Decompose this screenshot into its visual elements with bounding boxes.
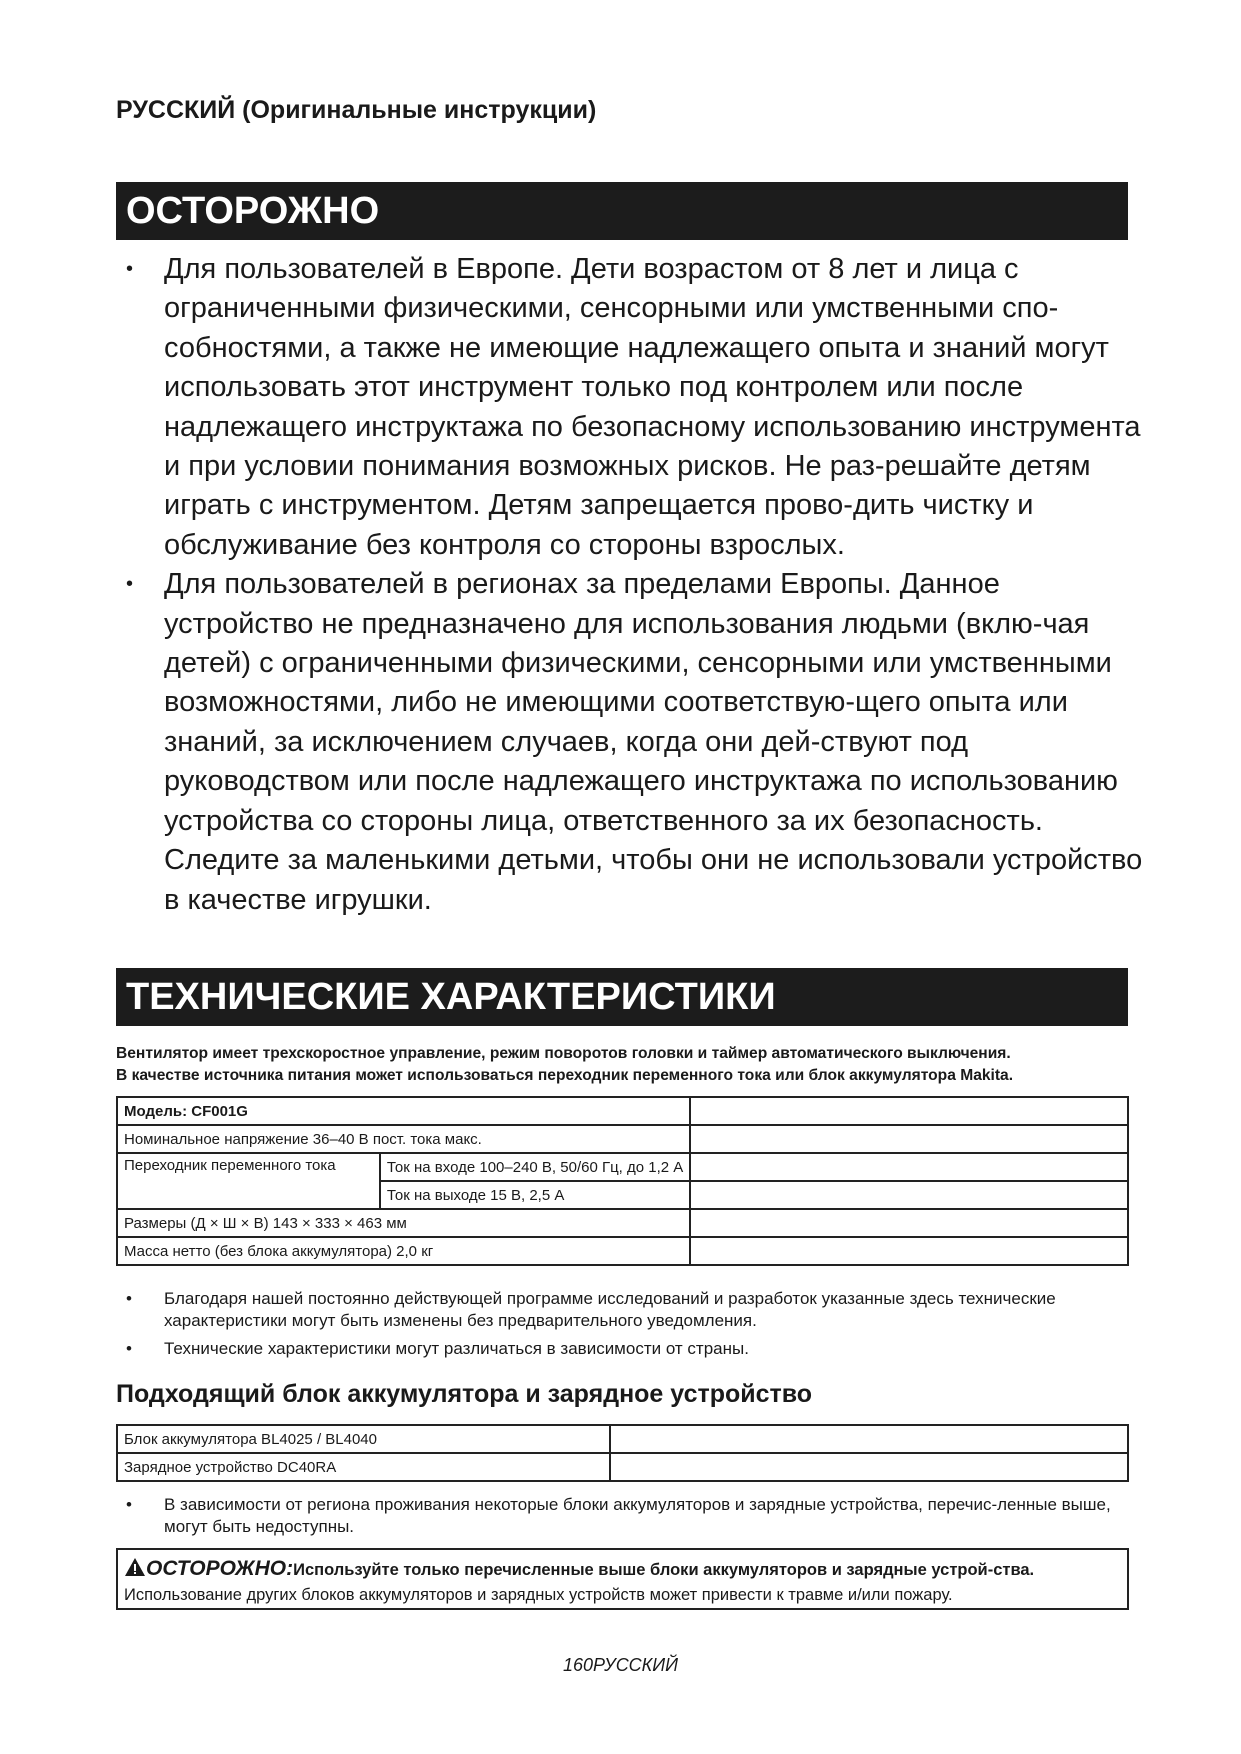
specs-section-title: ТЕХНИЧЕСКИЕ ХАРАКТЕРИСТИКИ — [116, 968, 1128, 1026]
empty-cell — [690, 1181, 1128, 1209]
ac-adapter-cell: Переходник переменного тока — [117, 1153, 380, 1209]
list-item — [116, 1338, 1136, 1360]
table-row — [117, 1453, 1128, 1481]
empty-cell — [690, 1153, 1128, 1181]
table-row — [117, 1097, 1128, 1125]
table-row — [117, 1125, 1128, 1153]
output-current-cell: Ток на выходе 15 В, 2,5 А — [380, 1181, 690, 1209]
battery-notes — [116, 1494, 1136, 1544]
list-item — [116, 1288, 1136, 1332]
bullet: • — [126, 573, 134, 596]
caution-list — [116, 250, 1146, 920]
table-row — [117, 1209, 1128, 1237]
empty-cell — [610, 1453, 1128, 1481]
specs-intro — [116, 1043, 1146, 1087]
caution-item-text: Для пользователей в регионах за пределами Европы. Данное устройство не предназначено для использования людьми (вклю-чая детей) с ограниченными физическими, сенсорными или умственными возможностями, либо не имеющими соответствую-щего опыта или знаний, за исключением случаев, когда они дей-ствуют под руководством или после надлежащего инструктажа по использованию устройства со стороны лица, ответственного за их безопасность. Следите за маленькими детьми, чтобы они не использовали устройство в качестве игрушки. — [164, 568, 1143, 916]
note-text: В зависимости от региона проживания некоторые блоки аккумуляторов и зарядные устройства, перечис-ленные выше, могут быть недоступны. — [164, 1495, 1111, 1536]
warning-triangle-icon — [124, 1557, 146, 1584]
battery-caution-box — [116, 1548, 1129, 1610]
empty-cell — [690, 1097, 1128, 1125]
note-text: Благодаря нашей постоянно действующей программе исследований и разработок указанные здесь технические характеристики могут быть изменены без предварительного уведомления. — [164, 1289, 1056, 1330]
caution-item-text: Для пользователей в Европе. Дети возрастом от 8 лет и лица с ограниченными физическими, сенсорными или умственными спо-собностями, а также не имеющие надлежащего опыта и знаний могут использовать этот инструмент только под контролем или после надлежащего инструктажа по безопасному использованию инструмента и при условии понимания возможных рисков. Не раз-решайте детям играть с инструментом. Детям запрещается прово-дить чистку и обслуживание без контроля со стороны взрослых. — [164, 253, 1141, 561]
battery-cell: Блок аккумулятора BL4025 / BL4040 — [117, 1425, 610, 1453]
rated-voltage-cell: Номинальное напряжение 36–40 В пост. тока макс. — [117, 1125, 690, 1153]
empty-cell — [690, 1237, 1128, 1265]
caution-section-title: ОСТОРОЖНО — [116, 182, 1128, 240]
language-title: РУССКИЙ (Оригинальные инструкции) — [116, 96, 597, 124]
table-row — [117, 1237, 1128, 1265]
caution-label: ОСТОРОЖНО: — [146, 1557, 294, 1580]
empty-cell — [610, 1425, 1128, 1453]
battery-table — [116, 1424, 1129, 1482]
caution-item — [116, 250, 1146, 565]
bullet: • — [126, 1495, 132, 1514]
battery-section-title: Подходящий блок аккумулятора и зарядное устройство — [116, 1380, 813, 1408]
empty-cell — [690, 1125, 1128, 1153]
bullet: • — [126, 258, 134, 280]
caution-item — [116, 565, 1146, 920]
specs-notes — [116, 1288, 1136, 1366]
dimensions-cell: Размеры (Д × Ш × В) 143 × 333 × 463 мм — [117, 1209, 690, 1237]
model-cell: Модель: CF001G — [117, 1097, 690, 1125]
page-footer: 160РУССКИЙ — [562, 1655, 679, 1675]
net-weight-cell: Масса нетто (без блока аккумулятора) 2,0 кг — [117, 1237, 690, 1265]
specs-intro-line: В качестве источника питания может использоваться переходник переменного тока или блок аккумулятора Makita. — [116, 1067, 1014, 1084]
table-row — [117, 1153, 1128, 1181]
specs-table — [116, 1096, 1129, 1266]
empty-cell — [690, 1209, 1128, 1237]
bullet: • — [126, 1339, 132, 1358]
bullet: • — [126, 1289, 132, 1308]
note-text: Технические характеристики могут различаться в зависимости от страны. — [164, 1339, 749, 1358]
specs-intro-line: Вентилятор имеет трехскоростное управление, режим поворотов головки и таймер автоматического выключения. — [116, 1045, 1011, 1062]
charger-cell: Зарядное устройство DC40RA — [117, 1453, 610, 1481]
list-item — [116, 1494, 1136, 1538]
caution-text: Использование других блоков аккумуляторов и зарядных устройств может привести к травме и/или пожару. — [124, 1586, 953, 1604]
table-row — [117, 1425, 1128, 1453]
caution-bold-text: Используйте только перечисленные выше блоки аккумуляторов и зарядные устрой-ства. — [293, 1561, 1035, 1579]
input-current-cell: Ток на входе 100–240 В, 50/60 Гц, до 1,2 А — [380, 1153, 690, 1181]
